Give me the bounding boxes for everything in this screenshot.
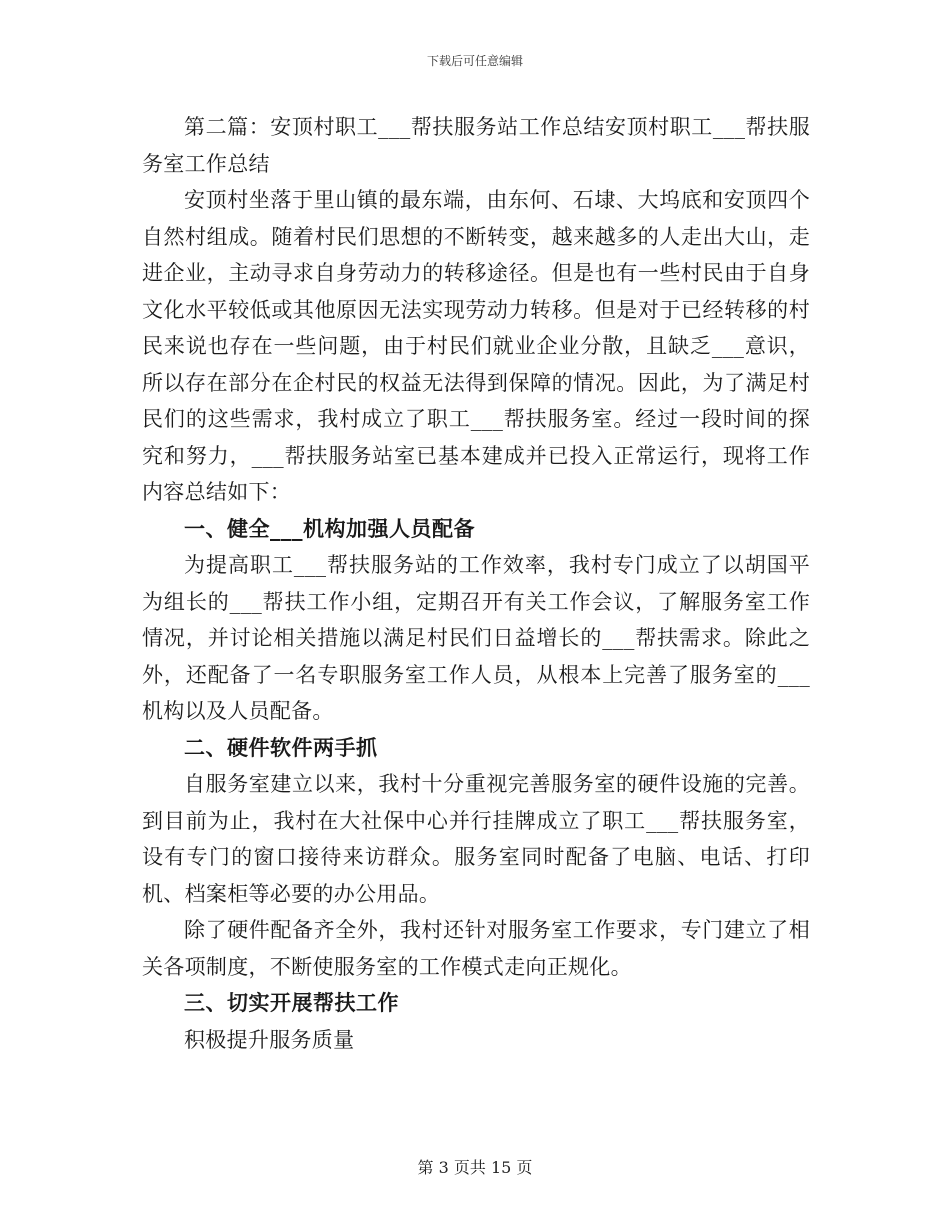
page-header: 下载后可任意编辑 (426, 54, 523, 68)
document-body (142, 109, 810, 1058)
section-heading-1: 一、健全___机构加强人员配备 (184, 516, 475, 541)
intro-paragraph: 安顶村坐落于里山镇的最东端，由东何、石埭、大坞底和安顶四个自然村组成。随着村民们思想的不断转变，越来越多的人走出大山，走进企业，主动寻求自身劳动力的转移途径。但是也有一些村民由于自身文化水平较低或其他原因无法实现劳动力转移。但是对于已经转移的村民来说也存在一些问题，由于村民们就业企业分散，且缺乏___意识，所以存在部分在企村民的权益无法得到保障的情况。因此，为了满足村民们的这些需求，我村成立了职工___帮扶服务室。经过一段时间的探究和努力，___帮扶服务站室已基本建成并已投入正常运行，现将工作内容总结如下： (142, 188, 810, 504)
section-1-paragraph: 为提高职工___帮扶服务站的工作效率，我村专门成立了以胡国平为组长的___帮扶工作小组，定期召开有关工作会议，了解服务室工作情况，并讨论相关措施以满足村民们日益增长的___帮扶需求。除此之外，还配备了一名专职服务室工作人员，从根本上完善了服务室的___机构以及人员配备。 (142, 553, 810, 723)
title-paragraph: 第二篇：安顶村职工___帮扶服务站工作总结安顶村职工___帮扶服务室工作总结 (142, 115, 810, 176)
section-heading-2: 二、硬件软件两手抓 (184, 735, 378, 760)
section-3-paragraph: 积极提升服务质量 (184, 1027, 355, 1052)
section-heading-3: 三、切实开展帮扶工作 (184, 991, 399, 1015)
section-2-paragraph-1: 自服务室建立以来，我村十分重视完善服务室的硬件设施的完善。到目前为止，我村在大社保中心并行挂牌成立了职工___帮扶服务室，设有专门的窗口接待来访群众。服务室同时配备了电脑、电话、打印机、档案柜等必要的办公用品。 (142, 772, 810, 906)
page-footer: 第 3 页共 15 页 (417, 1158, 533, 1177)
section-2-paragraph-2: 除了硬件配备齐全外，我村还针对服务室工作要求，专门建立了相关各项制度，不断使服务室的工作模式走向正规化。 (142, 918, 810, 979)
